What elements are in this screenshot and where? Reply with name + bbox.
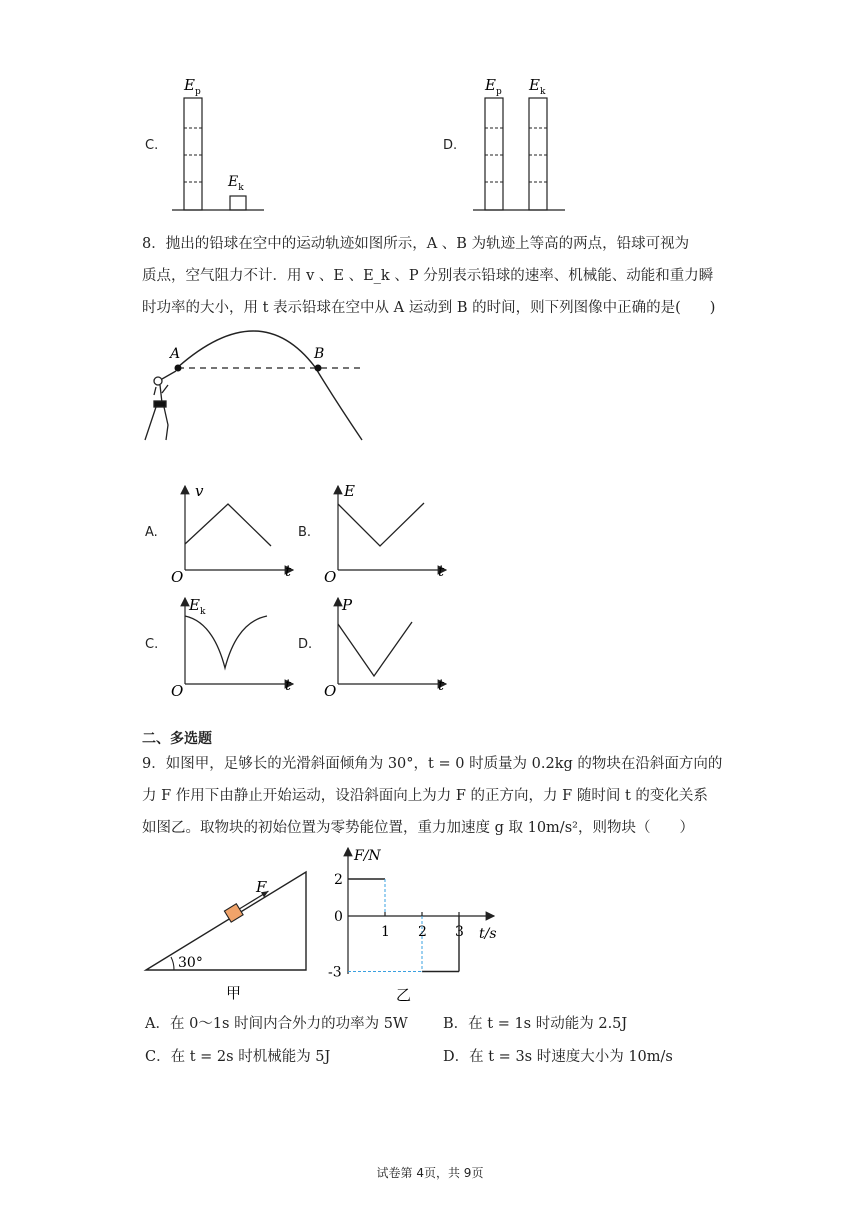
- q8a-y-label: v: [195, 482, 204, 500]
- q9-option-a-label: A．: [145, 1016, 170, 1032]
- q9-option-b-label: B．: [443, 1016, 469, 1032]
- q9-caption-yi: 乙: [396, 986, 412, 1004]
- q7-option-c-label: C.: [145, 138, 159, 153]
- page-footer: 试卷第 4页，共 9页: [376, 1166, 484, 1180]
- q9-option-a: [145, 1012, 408, 1033]
- q8a-x-label: t: [285, 562, 292, 580]
- q9-option-c: [145, 1045, 330, 1066]
- q8d-curve: [338, 622, 412, 676]
- q9-y-tick-label: -3: [328, 964, 342, 981]
- q8-text-line-1: 8．抛出的铅球在空中的运动轨迹如图所示，A 、B 为轨迹上等高的两点，铅球可视为: [142, 236, 690, 252]
- q8b-origin: O: [324, 568, 337, 583]
- q9-option-c-text: 在 t = 2s 时机械能为 5J: [170, 1049, 331, 1065]
- q7c-ek-label: $E_k$: [228, 174, 244, 193]
- q9-caption-jia: 甲: [226, 984, 242, 1002]
- q8-point-b-dot: [315, 365, 322, 372]
- q8-option-a-label: A.: [145, 525, 158, 540]
- q7d-ep-bar: [485, 98, 503, 210]
- q9-force-label: F: [256, 878, 267, 896]
- q7d-ep-label: $E_p$: [485, 76, 502, 97]
- q7-option-c-figure: [170, 70, 270, 215]
- q9-text-line-2: 力 F 作用下由静止开始运动，设沿斜面向上为力 F 的正方向，力 F 随时间 t 的变化关系: [142, 788, 708, 804]
- q9-figure-jia: [140, 860, 315, 1005]
- q8d-x-label: t: [438, 676, 445, 694]
- q8-option-c-label: C.: [145, 637, 159, 652]
- q8c-x-label: t: [285, 676, 292, 694]
- q8c-y-label: $E_k$: [189, 596, 206, 617]
- q9-option-b: [443, 1012, 627, 1033]
- q8a-curve: [185, 504, 271, 546]
- q8-option-b-graph: [318, 478, 458, 583]
- q7c-ep-label: $E_p$: [184, 76, 201, 97]
- q8b-curve: [338, 503, 424, 546]
- q8-text-line-2: 质点，空气阻力不计．用 v 、E 、E_k 、P 分别表示铅球的速率、机械能、动能和重力瞬: [142, 268, 714, 284]
- q9-origin-label: 0: [334, 909, 343, 925]
- q9-option-c-label: C．: [145, 1049, 171, 1065]
- q8d-origin: O: [324, 682, 337, 697]
- q8-option-c-graph: [165, 592, 305, 697]
- q7c-ek-bar: [230, 196, 246, 210]
- q9-angle-arc: [171, 957, 174, 970]
- section-title-multiple-choice: 二、多选题: [142, 731, 212, 747]
- q9-option-a-text: 在 0～1s 时间内合外力的功率为 5W: [169, 1016, 408, 1032]
- q7-option-d-label: D.: [443, 138, 458, 153]
- q9-y-tick-label: 2: [334, 872, 343, 888]
- q9-option-d-text: 在 t = 3s 时速度大小为 10m/s: [469, 1049, 673, 1065]
- q8-trajectory-curve: [178, 331, 362, 440]
- q9-option-d-label: D．: [443, 1049, 470, 1065]
- q8c-origin: O: [171, 682, 184, 697]
- q9-y-axis-label: F/N: [354, 848, 381, 864]
- q8b-y-label: E: [344, 482, 355, 500]
- q9-option-d: [443, 1045, 673, 1066]
- q8-trajectory-figure: [140, 325, 370, 445]
- q7d-ek-bar: [529, 98, 547, 210]
- q8b-x-label: t: [438, 562, 445, 580]
- q8-option-a-graph: [165, 478, 305, 583]
- q8a-origin: O: [171, 568, 184, 583]
- q9-text-line-1: 9．如图甲，足够长的光滑斜面倾角为 30°，t = 0 时质量为 0.2kg 的物块在沿斜面方向的: [142, 756, 723, 772]
- q9-figure-yi: [318, 842, 508, 1007]
- q8-text-line-3: 时功率的大小，用 t 表示铅球在空中从 A 运动到 B 的时间，则下列图像中正确的是( ): [142, 300, 716, 316]
- q7-option-d-figure: [473, 70, 573, 215]
- q9-option-b-text: 在 t = 1s 时动能为 2.5J: [468, 1016, 628, 1032]
- q8c-curve: [185, 616, 267, 668]
- q7d-ek-label: $E_k$: [529, 76, 546, 97]
- q8-athlete-figure: [145, 371, 176, 440]
- q9-x-tick-label: 3: [455, 924, 464, 940]
- q9-x-axis-label: t/s: [479, 926, 497, 942]
- q8-option-d-label: D.: [298, 637, 313, 652]
- q9-x-tick-label: 1: [381, 924, 390, 940]
- q8-point-a-label: A: [170, 346, 181, 362]
- q9-x-tick-label: 2: [418, 924, 427, 940]
- q8-option-b-label: B.: [298, 525, 312, 540]
- q9-text-line-3: 如图乙。取物块的初始位置为零势能位置，重力加速度 g 取 10m/s²，则物块（ ）: [142, 820, 694, 836]
- q7c-ep-bar: [184, 98, 202, 210]
- q8d-y-label: P: [342, 596, 353, 614]
- q8-option-d-graph: [318, 592, 458, 697]
- q8-point-b-label: B: [314, 346, 325, 362]
- q9-angle-label: 30°: [178, 955, 203, 971]
- q8-point-a-dot: [175, 365, 182, 372]
- q9-incline: [146, 872, 306, 970]
